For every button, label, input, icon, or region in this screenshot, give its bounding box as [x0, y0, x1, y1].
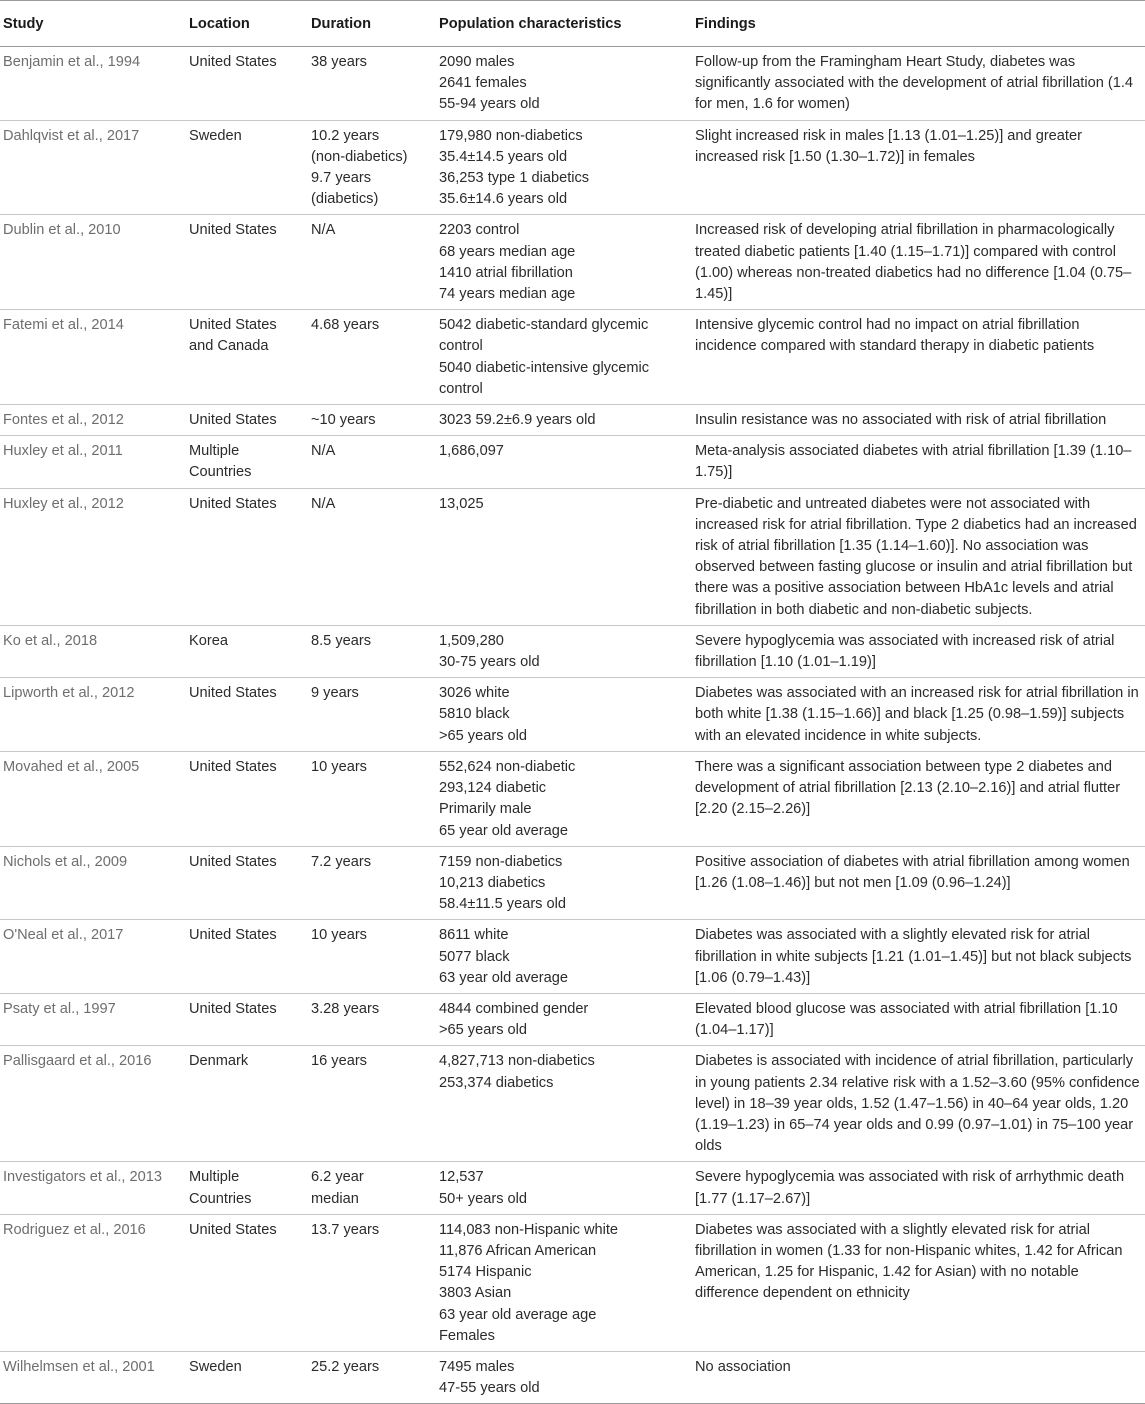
- duration-cell: [308, 625, 436, 677]
- study-cell: Fontes et al., 2012: [0, 405, 186, 436]
- population-cell-line: 7495 males: [439, 1358, 515, 1375]
- location-cell: [186, 488, 308, 625]
- population-cell-line: 3803 Asian: [439, 1285, 512, 1302]
- table-row: [0, 405, 1145, 436]
- duration-cell: [308, 1351, 436, 1403]
- study-cell: Huxley et al., 2012: [0, 488, 186, 625]
- table-row: [0, 120, 1145, 215]
- population-cell: [436, 993, 692, 1045]
- study-cell: Psaty et al., 1997: [0, 993, 186, 1045]
- duration-cell: [308, 436, 436, 488]
- population-cell-line: 2090 males: [439, 54, 515, 70]
- population-cell-line: 253,374 diabetics: [439, 1074, 554, 1091]
- location-cell: [186, 1351, 308, 1403]
- study-cell: Ko et al., 2018: [0, 625, 186, 677]
- study-cell: Benjamin et al., 1994: [0, 47, 186, 121]
- population-cell: [436, 846, 692, 920]
- study-cell: Lipworth et al., 2012: [0, 678, 186, 752]
- population-cell: [436, 751, 692, 846]
- duration-cell-line: 13.7 years: [311, 1221, 380, 1238]
- population-cell-line: 5077 black: [439, 948, 510, 965]
- table-row: [0, 47, 1145, 121]
- population-cell-line: 5810 black: [439, 706, 510, 723]
- population-cell-line: 114,083 non-Hispanic white: [439, 1221, 619, 1238]
- duration-cell-line: 8.5 years: [311, 632, 372, 649]
- study-cell: Movahed et al., 2005: [0, 751, 186, 846]
- location-cell: [186, 920, 308, 994]
- population-cell-line: 4844 combined gender: [439, 1000, 589, 1017]
- findings-cell: Diabetes was associated with an increased risk for atrial fibrillation in both white [1.38 (1.15–1.66)] and black [1.25 (0.98–1.59)] subjects with an elevated incidence in white subjects.: [692, 678, 1145, 752]
- table-row: [0, 1351, 1145, 1403]
- table-row: [0, 846, 1145, 920]
- findings-cell: Insulin resistance was no associated with risk of atrial fibrillation: [692, 405, 1145, 436]
- population-cell-line: 7159 non-diabetics: [439, 853, 563, 870]
- location-cell-line: Denmark: [189, 1053, 249, 1070]
- location-cell: [186, 405, 308, 436]
- table-row: [0, 310, 1145, 405]
- findings-cell: Intensive glycemic control had no impact on atrial fibrillation incidence compared with standard therapy in diabetic patients: [692, 310, 1145, 405]
- table-row: [0, 751, 1145, 846]
- duration-cell: [308, 846, 436, 920]
- location-cell: [186, 215, 308, 310]
- population-cell-line: 3026 white: [439, 685, 510, 702]
- population-cell-line: 4,827,713 non-diabetics: [439, 1053, 595, 1070]
- population-cell-line: 2641 females: [439, 75, 527, 92]
- population-cell-line: 5174 Hispanic: [439, 1264, 532, 1281]
- duration-cell: [308, 405, 436, 436]
- location-cell-line: Sweden: [189, 127, 242, 144]
- duration-cell: [308, 993, 436, 1045]
- population-cell: [436, 1351, 692, 1403]
- population-cell-line: 74 years median age: [439, 286, 576, 303]
- duration-cell-line: 10 years: [311, 758, 367, 775]
- findings-cell: Diabetes is associated with incidence of atrial fibrillation, particularly in young patients 2.34 relative risk with a 1.52–3.60 (95% confidence level) in 18–39 year olds, 1.52 (1.47–1.56) in 40–64 year olds, 1.20 (1.19–1.23) in 65–74 year olds and 0.99 (0.97–1.01) in 75–100 year olds: [692, 1046, 1145, 1162]
- location-cell-line: United States: [189, 685, 277, 702]
- population-cell-line: 11,876 African American: [439, 1242, 597, 1259]
- location-cell: [186, 1162, 308, 1214]
- findings-cell: Positive association of diabetes with atrial fibrillation among women [1.26 (1.08–1.46)] but not men [1.09 (0.96–1.24)]: [692, 846, 1145, 920]
- duration-cell-line: 38 years: [311, 54, 367, 70]
- location-cell: [186, 1046, 308, 1162]
- population-cell-line: 552,624 non-diabetic: [439, 758, 576, 775]
- population-cell: [436, 678, 692, 752]
- findings-cell: Diabetes was associated with a slightly elevated risk for atrial fibrillation in white subjects [1.21 (1.01–1.45)] but not black subjects [1.06 (0.79–1.43)]: [692, 920, 1145, 994]
- duration-cell-line: 3.28 years: [311, 1000, 380, 1017]
- population-cell-line: 1,509,280: [439, 632, 504, 649]
- location-cell-line: Multiple: [189, 443, 240, 460]
- duration-cell: [308, 1046, 436, 1162]
- population-cell-line: 30-75 years old: [439, 654, 540, 671]
- duration-cell: [308, 1214, 436, 1351]
- duration-cell-line: (non-diabetics): [311, 148, 408, 165]
- location-cell-line: Multiple: [189, 1169, 240, 1186]
- duration-cell-line: 10.2 years: [311, 127, 380, 144]
- population-cell: [436, 310, 692, 405]
- location-cell: [186, 436, 308, 488]
- duration-cell-line: (diabetics): [311, 191, 379, 208]
- duration-cell-line: 16 years: [311, 1053, 367, 1070]
- study-cell: Investigators et al., 2013: [0, 1162, 186, 1214]
- table-row: [0, 1162, 1145, 1214]
- population-cell-line: 63 year old average: [439, 969, 568, 986]
- duration-cell: [308, 920, 436, 994]
- population-cell-line: 55-94 years old: [439, 96, 540, 113]
- duration-cell-line: median: [311, 1190, 359, 1207]
- population-cell-line: 2203 control: [439, 222, 520, 239]
- table-row: [0, 993, 1145, 1045]
- location-cell-line: United States: [189, 1221, 277, 1238]
- location-cell: [186, 846, 308, 920]
- population-cell-line: 8611 white: [439, 927, 509, 944]
- population-cell-line: Primarily male: [439, 801, 532, 818]
- duration-cell-line: 10 years: [311, 927, 367, 944]
- population-cell-line: Females: [439, 1327, 495, 1344]
- location-cell-line: Korea: [189, 632, 228, 649]
- population-cell-line: 1410 atrial fibrillation: [439, 264, 573, 281]
- location-cell: [186, 120, 308, 215]
- table-row: [0, 488, 1145, 625]
- table-row: [0, 215, 1145, 310]
- duration-cell-line: ~10 years: [311, 412, 376, 429]
- duration-cell-line: 7.2 years: [311, 853, 372, 870]
- table-row: [0, 1214, 1145, 1351]
- location-cell: [186, 625, 308, 677]
- duration-cell: [308, 120, 436, 215]
- table-row: [0, 436, 1145, 488]
- population-cell: [436, 436, 692, 488]
- header-study: Study: [0, 1, 186, 47]
- location-cell-line: United States: [189, 927, 277, 944]
- duration-cell-line: 6.2 year: [311, 1169, 364, 1186]
- table-row: [0, 625, 1145, 677]
- population-cell-line: 65 year old average: [439, 822, 568, 839]
- study-cell: O'Neal et al., 2017: [0, 920, 186, 994]
- population-cell-line: 3023 59.2±6.9 years old: [439, 412, 596, 429]
- population-cell-line: 5042 diabetic-standard glycemic control: [439, 317, 649, 355]
- location-cell-line: and Canada: [189, 338, 269, 355]
- study-cell: Dahlqvist et al., 2017: [0, 120, 186, 215]
- population-cell-line: 68 years median age: [439, 243, 576, 260]
- duration-cell: [308, 488, 436, 625]
- study-cell: Rodriguez et al., 2016: [0, 1214, 186, 1351]
- population-cell-line: 179,980 non-diabetics: [439, 127, 583, 144]
- table-row: [0, 678, 1145, 752]
- population-cell-line: 13,025: [439, 495, 484, 512]
- duration-cell-line: 9 years: [311, 685, 359, 702]
- findings-cell: Elevated blood glucose was associated with atrial fibrillation [1.10 (1.04–1.17)]: [692, 993, 1145, 1045]
- population-cell: [436, 1046, 692, 1162]
- location-cell-line: Sweden: [189, 1358, 242, 1375]
- population-cell-line: 35.6±14.6 years old: [439, 191, 568, 208]
- header-duration: Duration: [308, 1, 436, 47]
- header-population: Population characteristics: [436, 1, 692, 47]
- findings-cell: Meta-analysis associated diabetes with atrial fibrillation [1.39 (1.10–1.75)]: [692, 436, 1145, 488]
- findings-cell: There was a significant association between type 2 diabetes and development of atrial fibrillation [2.13 (2.10–2.16)] and atrial flutter [2.20 (2.15–2.26)]: [692, 751, 1145, 846]
- table-body: [0, 47, 1145, 1404]
- location-cell: [186, 678, 308, 752]
- duration-cell-line: 4.68 years: [311, 317, 380, 334]
- population-cell: [436, 47, 692, 121]
- findings-cell: Severe hypoglycemia was associated with increased risk of atrial fibrillation [1.10 (1.01–1.19)]: [692, 625, 1145, 677]
- location-cell-line: Countries: [189, 1190, 252, 1207]
- table-row: [0, 1046, 1145, 1162]
- population-cell-line: 36,253 type 1 diabetics: [439, 170, 590, 187]
- location-cell-line: United States: [189, 54, 277, 70]
- findings-cell: Severe hypoglycemia was associated with risk of arrhythmic death [1.77 (1.17–2.67)]: [692, 1162, 1145, 1214]
- header-location: Location: [186, 1, 308, 47]
- population-cell-line: >65 years old: [439, 1022, 528, 1039]
- location-cell-line: Countries: [189, 464, 252, 481]
- population-cell-line: 58.4±11.5 years old: [439, 896, 567, 913]
- duration-cell-line: N/A: [311, 222, 336, 239]
- population-cell-line: >65 years old: [439, 727, 528, 744]
- duration-cell-line: 9.7 years: [311, 170, 372, 187]
- population-cell-line: 1,686,097: [439, 443, 504, 460]
- population-cell: [436, 405, 692, 436]
- duration-cell-line: N/A: [311, 495, 336, 512]
- location-cell-line: United States: [189, 412, 277, 429]
- duration-cell: [308, 310, 436, 405]
- location-cell: [186, 47, 308, 121]
- location-cell-line: United States: [189, 222, 277, 239]
- findings-cell: Diabetes was associated with a slightly elevated risk for atrial fibrillation in women (1.33 for non-Hispanic whites, 1.42 for African American, 1.25 for Hispanic, 1.42 for Asian) with no notable difference dependent on ethnicity: [692, 1214, 1145, 1351]
- findings-cell: Slight increased risk in males [1.13 (1.01–1.25)] and greater increased risk [1.50 (1.30–1.72)] in females: [692, 120, 1145, 215]
- population-cell-line: 293,124 diabetic: [439, 780, 547, 797]
- study-cell: Pallisgaard et al., 2016: [0, 1046, 186, 1162]
- table-header-row: [0, 1, 1145, 47]
- population-cell-line: 50+ years old: [439, 1190, 528, 1207]
- population-cell: [436, 215, 692, 310]
- location-cell-line: United States: [189, 1000, 277, 1017]
- study-cell: Huxley et al., 2011: [0, 436, 186, 488]
- duration-cell: [308, 215, 436, 310]
- findings-cell: Follow-up from the Framingham Heart Study, diabetes was significantly associated with the development of atrial fibrillation (1.4 for men, 1.6 for women): [692, 47, 1145, 121]
- population-cell: [436, 1214, 692, 1351]
- location-cell-line: United States: [189, 495, 277, 512]
- findings-cell: Pre-diabetic and untreated diabetes were not associated with increased risk for atrial fibrillation. Type 2 diabetics had an increased risk of atrial fibrillation [1.35 (1.14–1.60)]. No association was observed between fasting glucose or insulin and atrial fibrillation but there was a positive association between HbA1c levels and atrial fibrillation in both diabetic and non-diabetic subjects.: [692, 488, 1145, 625]
- duration-cell: [308, 678, 436, 752]
- location-cell: [186, 1214, 308, 1351]
- duration-cell: [308, 751, 436, 846]
- population-cell-line: 35.4±14.5 years old: [439, 148, 568, 165]
- population-cell-line: 5040 diabetic-intensive glycemic control: [439, 359, 650, 397]
- duration-cell: [308, 1162, 436, 1214]
- findings-cell: Increased risk of developing atrial fibrillation in pharmacologically treated diabetic patients [1.40 (1.15–1.71)] compared with control (1.00) whereas non-treated diabetics had no difference [1.04 (0.75–1.45)]: [692, 215, 1145, 310]
- location-cell: [186, 993, 308, 1045]
- location-cell-line: United States: [189, 317, 277, 334]
- findings-cell: No association: [692, 1351, 1145, 1403]
- population-cell-line: 12,537: [439, 1169, 484, 1186]
- population-cell-line: 63 year old average age: [439, 1306, 597, 1323]
- population-cell: [436, 1162, 692, 1214]
- population-cell: [436, 920, 692, 994]
- table-row: [0, 920, 1145, 994]
- location-cell-line: United States: [189, 758, 277, 775]
- population-cell: [436, 120, 692, 215]
- study-cell: Wilhelmsen et al., 2001: [0, 1351, 186, 1403]
- location-cell-line: United States: [189, 853, 277, 870]
- header-findings: Findings: [692, 1, 1145, 47]
- population-cell: [436, 488, 692, 625]
- population-cell: [436, 625, 692, 677]
- duration-cell: [308, 47, 436, 121]
- duration-cell-line: 25.2 years: [311, 1358, 380, 1375]
- population-cell-line: 47-55 years old: [439, 1380, 540, 1397]
- study-cell: Fatemi et al., 2014: [0, 310, 186, 405]
- study-cell: Nichols et al., 2009: [0, 846, 186, 920]
- population-cell-line: 10,213 diabetics: [439, 874, 546, 891]
- location-cell: [186, 310, 308, 405]
- location-cell: [186, 751, 308, 846]
- study-cell: Dublin et al., 2010: [0, 215, 186, 310]
- duration-cell-line: N/A: [311, 443, 336, 460]
